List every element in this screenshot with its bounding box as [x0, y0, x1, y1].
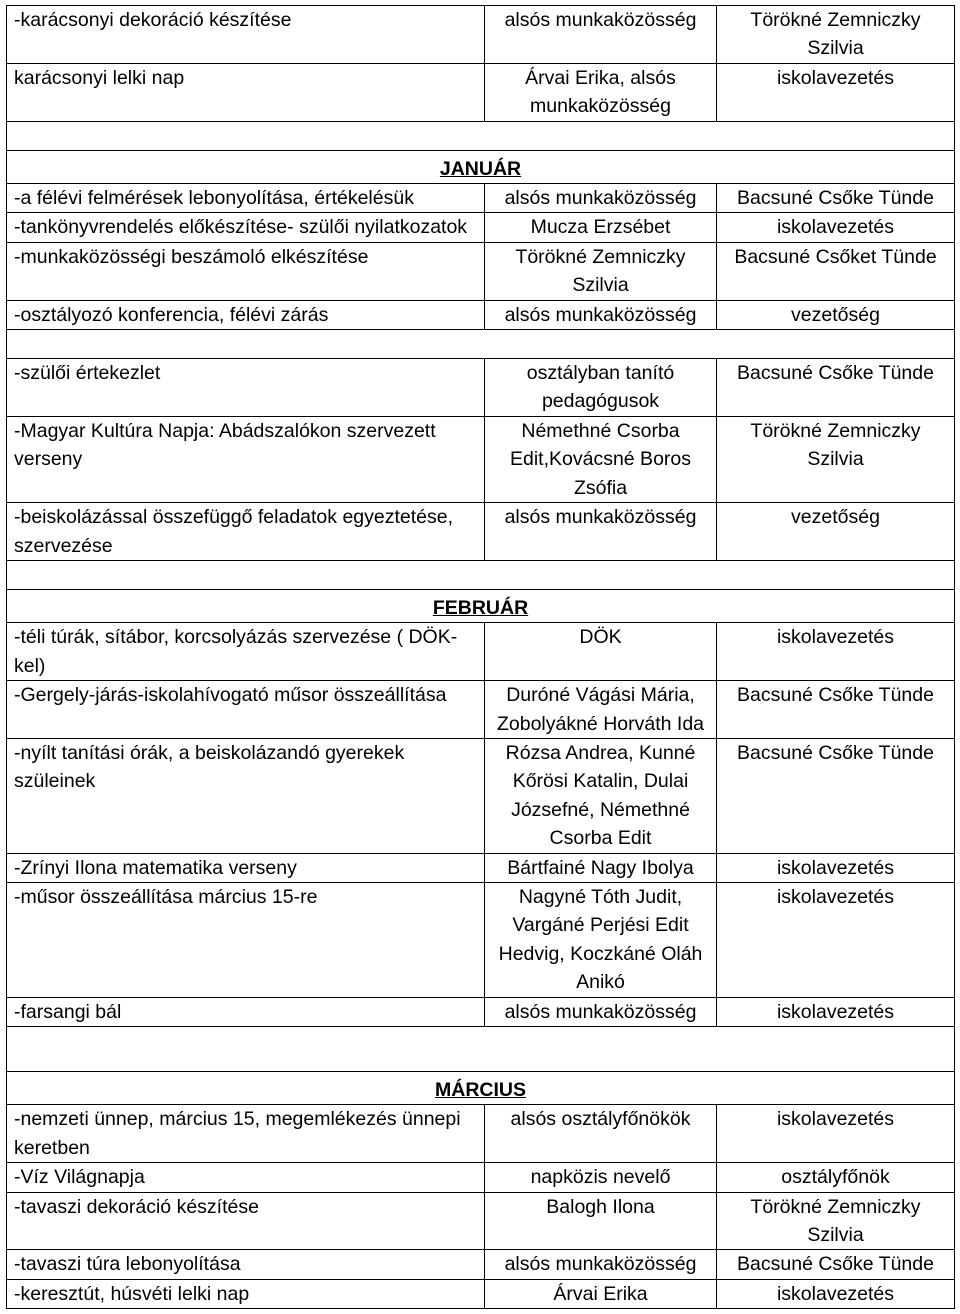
checker-cell: Bacsuné Csőke Tünde — [717, 359, 955, 417]
checker-cell: iskolavezetés — [717, 63, 955, 121]
task-cell: -nyílt tanítási órák, a beiskolázandó gyerekek szüleinek — [7, 738, 485, 853]
month-header-row — [7, 150, 955, 183]
table-row — [7, 213, 955, 242]
checker-cell: iskolavezetés — [717, 623, 955, 681]
table-row — [7, 184, 955, 213]
checker-cell: iskolavezetés — [717, 853, 955, 882]
table-row — [7, 242, 955, 300]
checker-cell: iskolavezetés — [717, 213, 955, 242]
month-heading: JANUÁR — [7, 150, 955, 183]
task-cell: -Magyar Kultúra Napja: Abádszalókon szervezett verseny — [7, 416, 485, 502]
spacer-cell — [7, 1027, 955, 1072]
task-cell: -karácsonyi dekoráció készítése — [7, 6, 485, 64]
responsible-cell: Duróné Vágási Mária, Zobolyákné Horváth Ida — [485, 681, 717, 739]
task-cell: -beiskolázással összefüggő feladatok egyeztetése, szervezése — [7, 503, 485, 561]
month-heading: FEBRUÁR — [7, 589, 955, 622]
task-cell: -Zrínyi Ilona matematika verseny — [7, 853, 485, 882]
month-heading: MÁRCIUS — [7, 1072, 955, 1105]
table-row — [7, 623, 955, 681]
table-row — [7, 416, 955, 502]
task-cell: -farsangi bál — [7, 997, 485, 1026]
checker-cell: vezetőség — [717, 300, 955, 329]
checker-cell: iskolavezetés — [717, 882, 955, 997]
task-cell: -műsor összeállítása március 15-re — [7, 882, 485, 997]
responsible-cell: Törökné Zemniczky Szilvia — [485, 242, 717, 300]
table-row — [7, 681, 955, 739]
responsible-cell: Nagyné Tóth Judit, Vargáné Perjési Edit Hedvig, Koczkáné Oláh Anikó — [485, 882, 717, 997]
table-row — [7, 63, 955, 121]
task-cell: -téli túrák, sítábor, korcsolyázás szervezése ( DÖK-kel) — [7, 623, 485, 681]
responsible-cell: alsós munkaközösség — [485, 6, 717, 64]
table-row — [7, 1192, 955, 1250]
checker-cell: Bacsuné Csőke Tünde — [717, 184, 955, 213]
spacer-cell — [7, 560, 955, 589]
checker-cell: Törökné Zemniczky Szilvia — [717, 1192, 955, 1250]
schedule-table — [6, 5, 955, 1309]
checker-cell: osztályfőnök — [717, 1163, 955, 1192]
table-row — [7, 1250, 955, 1279]
responsible-cell: alsós munkaközösség — [485, 997, 717, 1026]
responsible-cell: Rózsa Andrea, Kunné Kőrösi Katalin, Dulai Józsefné, Némethné Csorba Edit — [485, 738, 717, 853]
task-cell: -tankönyvrendelés előkészítése- szülői nyilatkozatok — [7, 213, 485, 242]
table-row — [7, 1105, 955, 1163]
spacer-row — [7, 1027, 955, 1072]
month-header-row — [7, 589, 955, 622]
checker-cell: Bacsuné Csőke Tünde — [717, 681, 955, 739]
table-row — [7, 300, 955, 329]
responsible-cell: napközis nevelő — [485, 1163, 717, 1192]
task-cell: -osztályozó konferencia, félévi zárás — [7, 300, 485, 329]
checker-cell: vezetőség — [717, 503, 955, 561]
table-row — [7, 359, 955, 417]
table-row — [7, 1163, 955, 1192]
task-cell: -nemzeti ünnep, március 15, megemlékezés ünnepi keretben — [7, 1105, 485, 1163]
table-row — [7, 997, 955, 1026]
checker-cell: Bacsuné Csőke Tünde — [717, 1250, 955, 1279]
checker-cell: Törökné Zemniczky Szilvia — [717, 416, 955, 502]
checker-cell: iskolavezetés — [717, 1279, 955, 1308]
task-cell: karácsonyi lelki nap — [7, 63, 485, 121]
responsible-cell: alsós osztályfőnökök — [485, 1105, 717, 1163]
responsible-cell: Bártfainé Nagy Ibolya — [485, 853, 717, 882]
spacer-row — [7, 121, 955, 150]
task-cell: -szülői értekezlet — [7, 359, 485, 417]
responsible-cell: alsós munkaközösség — [485, 300, 717, 329]
table-row — [7, 1279, 955, 1308]
task-cell: -munkaközösségi beszámoló elkészítése — [7, 242, 485, 300]
responsible-cell: Árvai Erika — [485, 1279, 717, 1308]
task-cell: -tavaszi túra lebonyolítása — [7, 1250, 485, 1279]
responsible-cell: alsós munkaközösség — [485, 184, 717, 213]
responsible-cell: Balogh Ilona — [485, 1192, 717, 1250]
spacer-cell — [7, 121, 955, 150]
month-header-row — [7, 1072, 955, 1105]
table-row — [7, 6, 955, 64]
checker-cell: Törökné Zemniczky Szilvia — [717, 6, 955, 64]
responsible-cell: Mucza Erzsébet — [485, 213, 717, 242]
table-row — [7, 503, 955, 561]
responsible-cell: osztályban tanító pedagógusok — [485, 359, 717, 417]
checker-cell: iskolavezetés — [717, 997, 955, 1026]
spacer-row — [7, 330, 955, 359]
task-cell: -tavaszi dekoráció készítése — [7, 1192, 485, 1250]
task-cell: -a félévi felmérések lebonyolítása, értékelésük — [7, 184, 485, 213]
table-row — [7, 853, 955, 882]
spacer-cell — [7, 330, 955, 359]
checker-cell: Bacsuné Csőke Tünde — [717, 738, 955, 853]
responsible-cell: alsós munkaközösség — [485, 1250, 717, 1279]
table-row — [7, 738, 955, 853]
responsible-cell: alsós munkaközösség — [485, 503, 717, 561]
responsible-cell: Árvai Erika, alsós munkaközösség — [485, 63, 717, 121]
task-cell: -keresztút, húsvéti lelki nap — [7, 1279, 485, 1308]
task-cell: -Víz Világnapja — [7, 1163, 485, 1192]
responsible-cell: DÖK — [485, 623, 717, 681]
checker-cell: Bacsuné Csőket Tünde — [717, 242, 955, 300]
table-row — [7, 882, 955, 997]
spacer-row — [7, 560, 955, 589]
task-cell: -Gergely-járás-iskolahívogató műsor összeállítása — [7, 681, 485, 739]
responsible-cell: Némethné Csorba Edit,Kovácsné Boros Zsófia — [485, 416, 717, 502]
checker-cell: iskolavezetés — [717, 1105, 955, 1163]
